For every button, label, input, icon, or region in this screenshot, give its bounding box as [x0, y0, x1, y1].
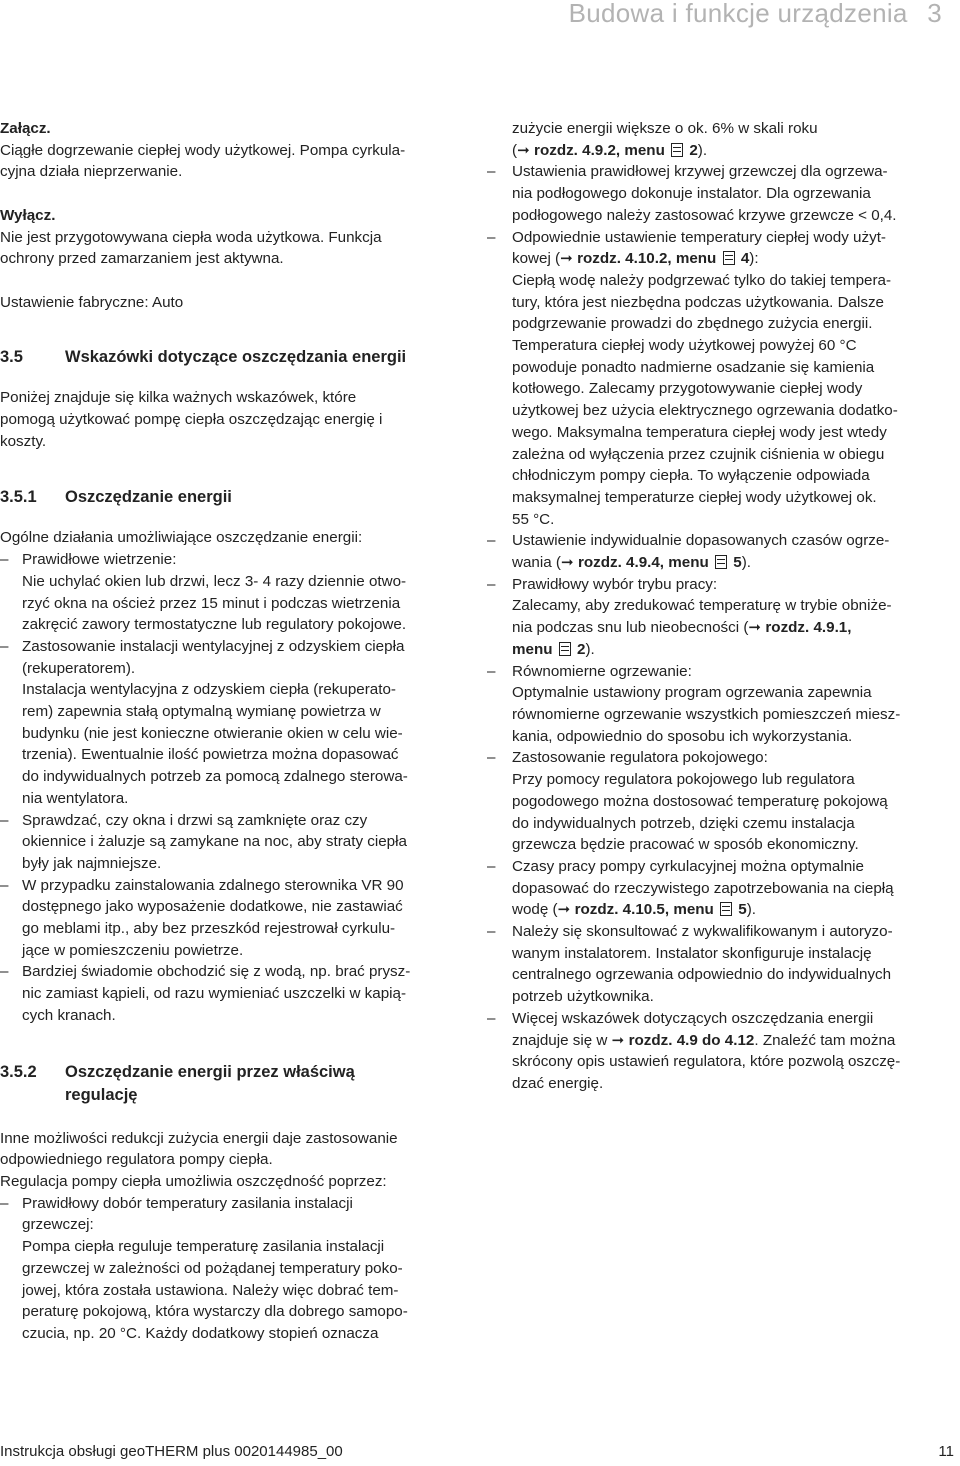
page-number: 11: [938, 1443, 954, 1460]
s351-intro: Ogólne działania umożliwiające oszczędzanie energii:: [0, 529, 363, 547]
cross-reference[interactable]: rozdz. 4.9.2, menu: [534, 141, 665, 159]
list-item: – Zastosowanie regulatora pokojowego: Przy pomocy regulatora pokojowego lub regulatora pogodowego można dostosować temperaturę pokojową do indywidualnych potrzeb, dzięki czemu instalacja grzewcza będzie pracować w sposób ekonomiczny.: [487, 749, 888, 854]
arrow-icon: ➞: [560, 554, 574, 572]
list-item-continued: zużycie energii większe o ok. 6% w skali roku (➞ rozdz. 4.9.2, menu 2).: [512, 120, 818, 159]
section-3-5-2-heading: [0, 1061, 470, 1107]
list-item: – Należy się skonsultować z wykwalifikowanym i autoryzo- wanym instalatorem. Instalator skonfiguruje instalację centralnego ogrzewania odpowiednio do indywidualnych potrzeb użytkownika.: [487, 923, 893, 1006]
arrow-icon: ➞: [748, 619, 762, 637]
list-item: – Prawidłowe wietrzenie: Nie uchylać okien lub drzwi, lecz 3- 4 razy dziennie otwo- rzyć okna na oścież przez 15 minut i podczas wietrzenia zakręcić zawory termostatyczne lub regulatory pokojowe.: [0, 551, 407, 634]
header-chapter: 3: [927, 0, 942, 28]
section-number: 3.5.2: [0, 1062, 37, 1081]
list-item: – Prawidłowy wybór trybu pracy: Zalecamy, aby zredukować temperaturę w trybie obniże- nia podczas snu lub nieobecności (➞ rozdz. 4.9.1, menu 2).: [487, 575, 892, 658]
arrow-icon: ➞: [517, 141, 530, 159]
cross-reference[interactable]: rozdz. 4.10.2, menu: [577, 250, 717, 268]
s35-text-2: pomogą użytkować pompę ciepła oszczędzając energię i: [0, 411, 383, 428]
list-item: – W przypadku zainstalowania zdalnego sterownika VR 90 dostępnego jako wyposażenie dodatkowe, nie zastawiać go meblami itp., aby bez przeszkód rejestrował cyrkulu- jące w pomieszczeniu powietrze.: [0, 876, 404, 959]
off-title: Wyłącz.: [0, 206, 56, 224]
list-item: – Sprawdzać, czy okna i drzwi są zamknięte oraz czy okiennice i żaluzje są zamykane na noc, aby straty ciepła były jak najmniejsze.: [0, 811, 407, 872]
list-item: – Czasy pracy pompy cyrkulacyjnej można optymalnie dopasować do rzeczywistego zapotrzebowania na ciepłą wodę (➞ rozdz. 4.10.5, menu 5).: [487, 857, 894, 919]
section-number: 3.5: [0, 348, 23, 367]
off-text-1: Nie jest przygotowywana ciepła woda użytkowa. Funkcja: [0, 228, 382, 246]
list-item: – Równomierne ogrzewanie: Optymalnie ustawiony program ogrzewania zapewnia równomierne ogrzewanie wszystkich pomieszczeń miesz- kania, odpowiednio do sposobu ich wykorzystania.: [487, 662, 901, 745]
section-3-5-heading: [0, 346, 470, 369]
header-title: Budowa i funkcje urządzenia: [568, 0, 908, 28]
section-title: Oszczędzanie energii: [65, 488, 232, 507]
cross-reference[interactable]: rozdz. 4.10.5, menu: [574, 901, 714, 919]
cross-reference[interactable]: rozdz. 4.9 do 4.12: [628, 1031, 755, 1049]
left-column: Załącz. Ciągłe dogrzewanie ciepłej wody użytkowej. Pompa cyrkula- cyjna działa nieprzerwanie. Wyłącz. Nie jest przygotowywana ciepła woda użytkowa. Funkcja ochrony przed zamarzaniem jest aktywna. Ustawienie fabryczne: Auto 3.5 Wskazówki dotyczące oszczędzania energii Poniżej znajduje się kilka ważnych wskazówek, które pomogą użytkować pompę ciepła oszczędzając energię i koszty. 3.5.1 Oszczędzanie energii Ogólne działania umożliwiające oszczędzanie energii: – Prawidłowe wietrzenie: Nie uchylać okien lub drzwi, lecz 3- 4 razy dziennie otwo- rzyć okna na oścież przez 15 minut i podczas wietrzenia zakręcić zawory termostatyczne lub regulatory pokojowe. – Zastosowanie instalacji wentylacyjnej z odzyskiem ciepła (rekuperatorem). Instalacja wentylacyjna z odzyskiem ciepła (rekuperato- rem) zapewnia stałą optymalną wymianę powietrza w budynku (nie jest konieczne otwieranie okien w celu wie- trzenia). Ewentualnie ilość powietrza można dopasować do indywidualnych potrzeb za pomocą zdalnego sterowa- nia wentylatora. – Sprawdzać, czy okna i drzwi są zamknięte oraz czy okiennice i żaluzje są zamykane na noc, aby straty ciepła były jak najmniejsze. – W przypadku zainstalowania zdalnego sterownika VR 90 dostępnego jako wyposażenie dodatkowe, nie zastawiać go meblami itp., aby bez przeszkód rejestrował cyrkulu- jące w pomieszczeniu powietrze. – Bardziej świadomie obchodzić się z wodą, np. brać prysz- nic zamiast kąpieli, od razu wymieniać uszczelki w kapią- cych kranach. 3.5.2 Oszczędzanie energii przez właściwą regulację Inne możliwości redukcji zużycia energii daje zastosowanie odpowiedniego regulatora pompy ciepła. Regulacja pompy ciepła umożliwia oszczędność poprzez: – Prawidłowy dobór temperatury zasilania instalacji grzewczej: Pompa ciepła reguluje temperaturę zasilania instalacji grzewczej w zależności od pożądanej temperatury poko- jowej, która została ustawiona. Należy więc dobrać tem- peraturę pokojową, która wystarczy dla dobrego samopo- czucia, np. 20 °C. Każdy dodatkowy stopień oznacza: [0, 118, 470, 1345]
off-text-2: ochrony przed zamarzaniem jest aktywna.: [0, 250, 284, 268]
s35-text-3: koszty.: [0, 432, 47, 450]
menu-icon: [720, 902, 732, 916]
list-item: – Ustawienie indywidualnie dopasowanych czasów ogrze- wania (➞ rozdz. 4.9.4, menu 5).: [487, 532, 890, 572]
factory-setting: Ustawienie fabryczne: Auto: [0, 293, 184, 311]
section-title-line-1: Oszczędzanie energii przez właściwą: [65, 1062, 355, 1081]
section-title: Wskazówki dotyczące oszczędzania energii: [65, 348, 407, 367]
list-item: – Więcej wskazówek dotyczących oszczędzania energii znajduje się w ➞ rozdz. 4.9 do 4.12. Znaleźć tam można skrócony opis ustawień regulatora, które pozwolą oszczę- dzać energię.: [487, 1009, 901, 1092]
list-item: – Odpowiednie ustawienie temperatury ciepłej wody użyt- kowej (➞ rozdz. 4.10.2, menu 4): Ciepłą wodę należy podgrzewać tylko do takiej tempera- tury, która jest niezbędna podczas użytkowania. Dalsze podgrzewanie prowadzi do zbędnego zużycia energii. Temperatura ciepłej wody użytkowej powyżej 60 °C powoduje ponadto nadmierne osadzanie się kamienia kotłowego. Zalecamy przygotowywanie ciepłej wody użytkowej bez użycia elektrycznego ogrzewania dodatko- wego. Maksymalna temperatura ciepłej wody jest wtedy zależna od wyłączenia przez czujnik ciśnienia w obiegu chłodniczym pompy ciepła. To wyłączenie odpowiada maksymalnej temperaturze ciepłej wody użytkowej ok. 55 °C.: [487, 228, 898, 528]
list-item: – Prawidłowy dobór temperatury zasilania instalacji grzewczej: Pompa ciepła reguluje temperaturę zasilania instalacji grzewczej w zależności od pożądanej temperatury poko- jowej, która została ustawiona. Należy więc dobrać tem- peraturę pokojową, która wystarczy dla dobrego samopo- czucia, np. 20 °C. Każdy dodatkowy stopień oznacza: [0, 1194, 408, 1342]
list-item: – Ustawienia prawidłowej krzywej grzewczej dla ogrzewa- nia podłogowego dokonuje instalator. Dla ogrzewania podłogowego należy zastosować krzywe grzewcze < 0,4.: [487, 163, 897, 224]
cross-reference[interactable]: rozdz. 4.9.4, menu: [577, 554, 709, 572]
arrow-icon: ➞: [611, 1031, 625, 1049]
s35-text-1: Poniżej znajduje się kilka ważnych wskazówek, które: [0, 389, 357, 407]
menu-icon: [559, 642, 571, 656]
running-header: [569, 0, 942, 29]
cross-reference[interactable]: rozdz. 4.9.1,: [765, 619, 852, 637]
section-3-5-1-heading: [0, 486, 470, 509]
footer-manual-title: Instrukcja obsługi geoTHERM plus 0020144985_00: [0, 1443, 343, 1460]
right-column: [487, 118, 959, 1095]
menu-icon: [723, 251, 735, 265]
section-title-line-2: regulację: [65, 1085, 138, 1104]
section-number: 3.5.1: [0, 488, 37, 507]
on-text-2: cyjna działa nieprzerwanie.: [0, 163, 183, 181]
on-title: Załącz.: [0, 120, 51, 137]
list-item: – Zastosowanie instalacji wentylacyjnej z odzyskiem ciepła (rekuperatorem). Instalacja wentylacyjna z odzyskiem ciepła (rekuperato- rem) zapewnia stałą optymalną wymianę powietrza w budynku (nie jest konieczne otwieranie okien w celu wie- trzenia). Ewentualnie ilość powietrza można dopasować do indywidualnych potrzeb za pomocą zdalnego sterowa- nia wentylatora.: [0, 637, 408, 807]
list-item: – Bardziej świadomie obchodzić się z wodą, np. brać prysz- nic zamiast kąpieli, od razu wymieniać uszczelki w kapią- cych kranach.: [0, 963, 411, 1024]
arrow-icon: ➞: [557, 901, 571, 919]
menu-icon: [715, 555, 727, 569]
menu-icon: [671, 143, 683, 157]
on-text-1: Ciągłe dogrzewanie ciepłej wody użytkowej. Pompa cyrkula-: [0, 141, 406, 159]
arrow-icon: ➞: [560, 250, 573, 268]
